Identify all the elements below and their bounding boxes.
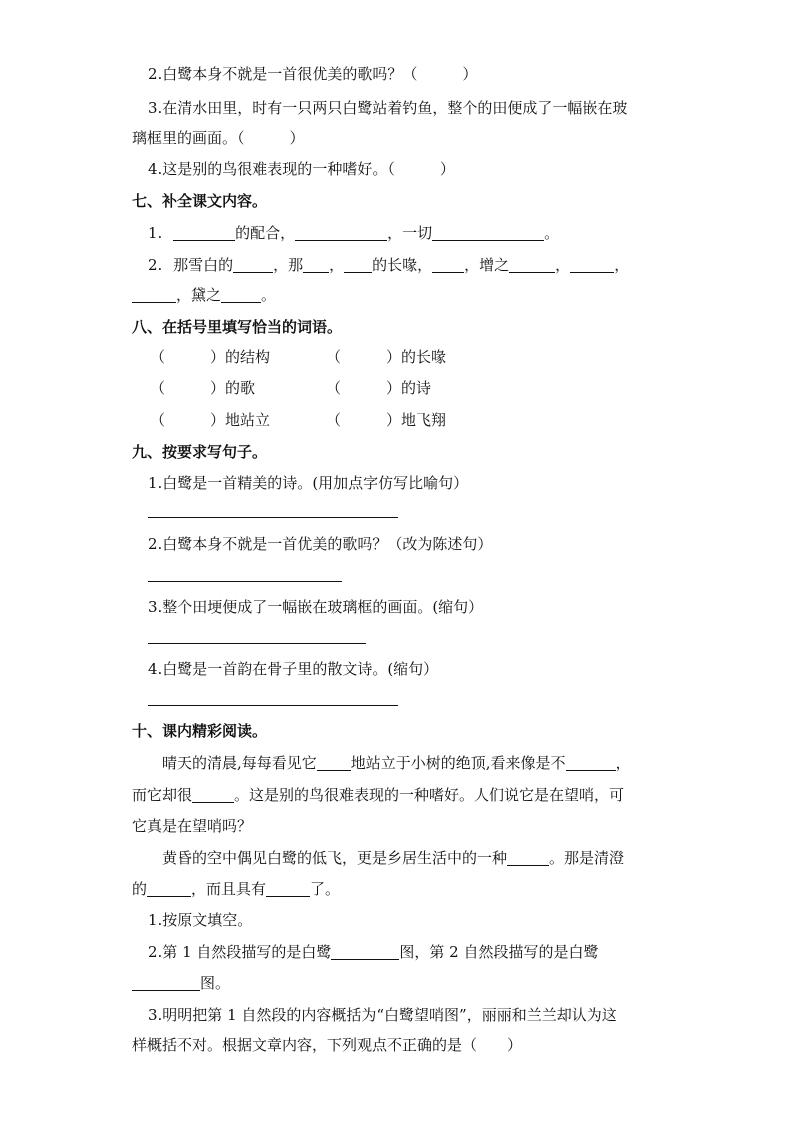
word-fill-row-2-right: （ ）的诗 <box>326 379 432 397</box>
reading-question-1: 1.按原文填空。 <box>148 911 253 929</box>
word-fill-row-3-right: （ ）地飞翔 <box>326 411 447 429</box>
word-fill-row-1-left: （ ）的结构 <box>150 348 271 366</box>
question-4: 4.这是别的鸟很难表现的一种嗜好。（ ） <box>148 160 455 178</box>
blank[interactable] <box>132 974 200 991</box>
blank[interactable] <box>566 754 616 771</box>
fill-line-3: ，黛之 。 <box>132 284 276 306</box>
blank[interactable] <box>432 256 464 273</box>
fill-line-2: 2. 那雪白的 ，那 ， 的长喙， ，增之 ， ， <box>148 256 630 274</box>
sentence-question-4: 4.白鹭是一首韵在骨子里的散文诗。(缩句） <box>148 660 439 678</box>
word-fill-row-3-left: （ ）地站立 <box>150 411 271 429</box>
section-9-heading: 九、按要求写句子。 <box>132 443 268 461</box>
item-number: 1. <box>148 224 163 242</box>
passage-line-5: 的 ，而且具有 了。 <box>132 880 341 898</box>
blank[interactable] <box>173 224 235 241</box>
sentence-question-3: 3.整个田埂便成了一幅嵌在玻璃框的画面。(缩句） <box>148 598 484 616</box>
blank[interactable] <box>432 224 544 241</box>
word-fill-row-1-right: （ ）的长喙 <box>326 348 447 366</box>
word-fill-row-2-left: （ ）的歌 <box>150 379 256 397</box>
reading-question-2-line-1: 2.第 1 自然段描写的是白鹭 图，第 2 自然段描写的是白鹭 <box>148 943 599 961</box>
blank[interactable] <box>317 754 351 771</box>
blank[interactable] <box>303 256 329 273</box>
blank[interactable] <box>132 286 176 303</box>
blank[interactable] <box>344 256 372 273</box>
passage-line-1: 晴天的清晨,每每看见它 地站立于小树的绝顶,看来像是不 ， <box>162 754 631 772</box>
passage-line-2: 而它却很 。这是别的鸟很难表现的一种嗜好。人们说它是在望哨，可 <box>132 786 625 804</box>
reading-question-2-line-2: 图。 <box>132 972 230 994</box>
blank[interactable] <box>233 256 273 273</box>
blank[interactable] <box>507 849 549 866</box>
blank[interactable] <box>509 256 555 273</box>
answer-line-3[interactable] <box>148 643 366 644</box>
answer-line-4[interactable] <box>148 705 398 706</box>
section-7-heading: 七、补全课文内容。 <box>132 192 268 210</box>
blank[interactable] <box>295 224 387 241</box>
blank[interactable] <box>221 286 261 303</box>
passage-line-3: 它真是在望哨吗？ <box>132 817 253 835</box>
item-number: 2. <box>148 256 163 274</box>
answer-line-1[interactable] <box>148 517 398 518</box>
section-8-heading: 八、在括号里填写恰当的词语。 <box>132 318 343 336</box>
blank[interactable] <box>331 943 399 960</box>
fill-line-1: 1. 的配合， ，一切 。 <box>148 224 560 242</box>
blank[interactable] <box>192 786 234 803</box>
blank[interactable] <box>570 256 614 273</box>
section-10-heading: 十、课内精彩阅读。 <box>132 722 268 740</box>
sentence-question-2: 2.白鹭本身不就是一首优美的歌吗？（改为陈述句） <box>148 535 493 553</box>
reading-question-3-line-1: 3.明明把第 1 自然段的内容概括为“白鹭望哨图”，丽丽和兰兰却认为这 <box>148 1006 617 1024</box>
reading-question-3-line-2: 样概括不对。根据文章内容，下列观点不正确的是（ ） <box>132 1036 523 1054</box>
question-2: 2.白鹭本身不就是一首很优美的歌吗？（ ） <box>148 65 478 83</box>
question-3-line-1: 3.在清水田里，时有一只两只白鹭站着钓鱼，整个的田便成了一幅嵌在玻 <box>148 99 628 117</box>
blank[interactable] <box>147 880 191 897</box>
sentence-question-1: 1.白鹭是一首精美的诗。(用加点字仿写比喻句） <box>148 474 469 492</box>
blank[interactable] <box>266 880 310 897</box>
answer-line-2[interactable] <box>148 581 342 582</box>
passage-line-4: 黄昏的空中偶见白鹭的低飞，更是乡居生活中的一种 。那是清澄 <box>162 849 625 867</box>
question-3-line-2: 璃框里的画面。（ ） <box>132 129 305 147</box>
